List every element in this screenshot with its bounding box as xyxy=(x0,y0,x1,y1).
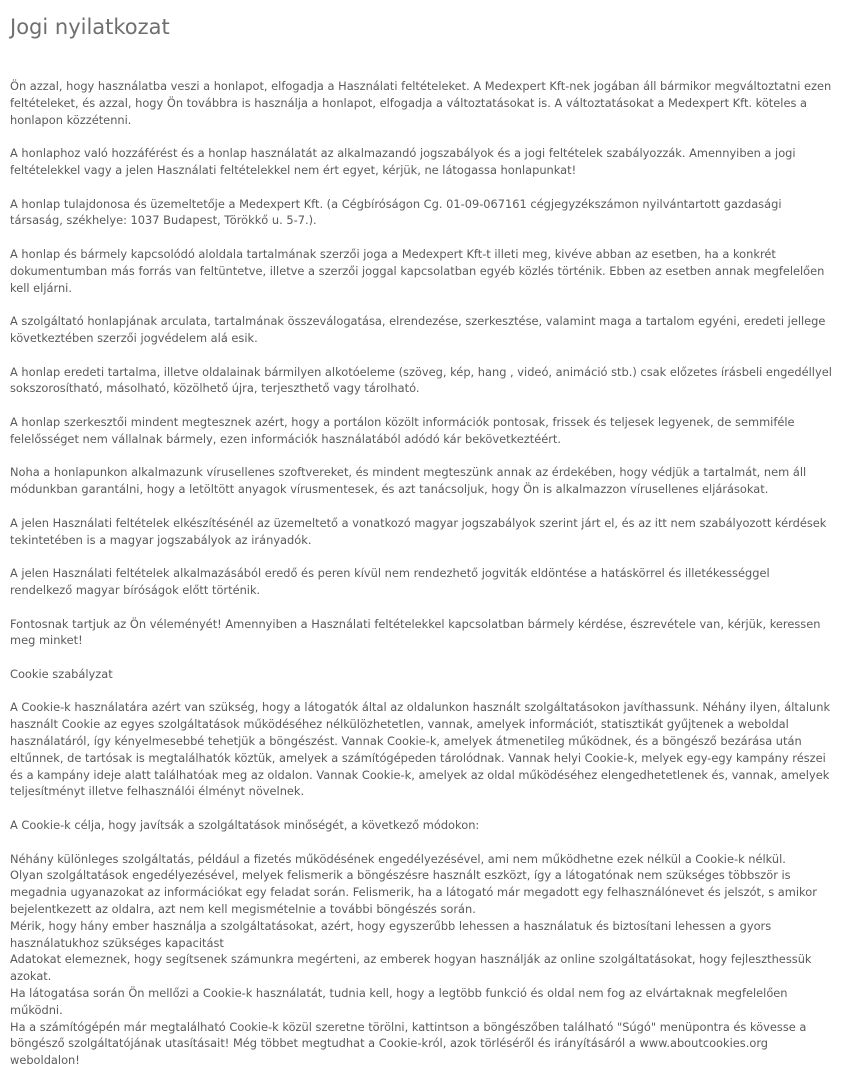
paragraph-copyright: A honlap és bármely kapcsolódó aloldala tartalmának szerzői joga a Medexpert Kft-t illeti meg, kivéve abban az esetben, ha a konkrét dokumentumban más forrás van feltüntetve, illetve a szerzői joggal kapcsolatban egyéb közlés történik. Ebben az esetben annak megfelelően kell eljárni. xyxy=(10,246,825,295)
cookie-purpose-list xyxy=(10,851,832,1069)
list-item: Olyan szolgáltatások engedélyezésével, melyek felismerik a böngészésre használt eszközt, így a látogatónak nem szükséges többször is megadnia ugyanazokat az információkat egy feladat során. Felismerik, ha a látogató már megadott egy felhasználónevet és jelszót, s amikor bejelentkezett az oldalra, azt nem kell megismételnie a további böngészés során. xyxy=(10,868,817,917)
paragraph-liability: A honlap szerkesztői mindent megtesznek azért, hogy a portálon közölt információk pontosak, frissek és teljesek legyenek, de semmiféle felelősséget nem vállalnak bármely, ezen információk használatából adódó kár bekövetkeztéért. xyxy=(10,414,795,446)
list-item: Néhány különleges szolgáltatás, például a fizetés működésének engedélyezésével, ami nem működhetne ezek nélkül a Cookie-k nélkül. xyxy=(10,851,786,866)
paragraph-access-rules: A honlaphoz való hozzáférést és a honlap használatát az alkalmazandó jogszabályok és a jogi feltételek szabályozzák. Amennyiben a jogi feltételekkel vagy a jelen Használati feltételekkel nem ért egyet, kérjük, ne látogassa honlapunkat! xyxy=(10,146,796,177)
paragraph-virus: Noha a honlapunkon alkalmazunk vírusellenes szoftvereket, és mindent megteszünk annak az érdekében, hogy védjük a tartalmát, nem áll módunkban garantálni, hogy a letöltött anyagok vírusmentesek, és azt tanácsoljuk, hogy Ön is alkalmazzon vírusellenes eljárásokat. xyxy=(10,465,807,497)
list-item: Ha a számítógépén már megtalálható Cookie-k közül szeretne törölni, kattintson a böngészőben található "Súgó" menüpontra és kövesse a böngésző szolgáltatójának utasításait! Még többet megtudhat a Cookie-król, azok törléséről és irányításáról a www.aboutcookies.org weboldalon! xyxy=(10,1019,807,1068)
paragraph-applicable-law: A jelen Használati feltételek elkészítésénél az üzemeltető a vonatkozó magyar jogszabályok szerint járt el, és az itt nem szabályozott kérdések tekintetében is a magyar jogszabályok az irányadók. xyxy=(10,515,827,547)
paragraph-terms-acceptance: Ön azzal, hogy használatba veszi a honlapot, elfogadja a Használati feltételeket. A Medexpert Kft-nek jogában áll bármikor megváltoztatni ezen feltételeket, és azzal, hogy Ön továbbra is használja a honlapot, elfogadja a változtatásokat is. A változtatásokat a Medexpert Kft. köteles a honlapon közzétenni. xyxy=(10,79,832,127)
cookie-intro: A Cookie-k használatára azért van szükség, hogy a látogatók által az oldalunkon használt szolgáltatásokon javíthassunk. Néhány ilyen, általunk használt Cookie az egyes szolgáltatások működéséhez nélkülözhetetlen, vannak, amelyek információt, statisztikát gyűjtenek a weboldal használatáról, így kényelmesebbé tehetjük a böngészést. Vannak Cookie-k, amelyek átmenetileg működnek, és a böngésző bezárása után eltűnnek, de tartósak is megtalálhatók köztük, amelyek a számítógépeden tárolódnak. Vannak helyi Cookie-k, melyek egy-egy kampány részei és a kampány ideje alatt találhatóak meg az oldalon. Vannak Cookie-k, amelyek az oldal működéséhez elengedhetetlenek és, vannak, amelyek teljesítményt illetve felhasználói élményt növelnek. xyxy=(10,700,831,799)
list-item: Ha látogatása során Ön mellőzi a Cookie-k használatát, tudnia kell, hogy a legtöbb funkció és oldal nem fog az elvártaknak megfelelően működni. xyxy=(10,986,788,1017)
list-item: Mérik, hogy hány ember használja a szolgáltatásokat, azért, hogy egyszerűbb lehessen a használatuk és biztosítani lehessen a gyors használatukhoz szükséges kapacitást xyxy=(10,918,772,950)
page-title: Jogi nyilatkozat xyxy=(10,15,170,39)
cookie-purpose: A Cookie-k célja, hogy javítsák a szolgáltatások minőségét, a következő módokon: xyxy=(10,818,480,833)
list-item: Adatokat elemeznek, hogy segítsenek számunkra megérteni, az emberek hogyan használják az online szolgáltatásokat, hogy fejleszthessük azokat. xyxy=(10,952,812,984)
legal-notice-page xyxy=(10,0,832,1069)
legal-content xyxy=(10,78,832,1069)
paragraph-design-protection: A szolgáltató honlapjának arculata, tartalmának összeválogatása, elrendezése, szerkesztése, valamint maga a tartalom egyéni, eredeti jellege következtében szerzői jogvédelem alá esik. xyxy=(10,314,826,345)
paragraph-owner: A honlap tulajdonosa és üzemeltetője a Medexpert Kft. (a Cégbíróságon Cg. 01-09-067161 cégjegyzékszámon nyilvántartott gazdasági társaság, székhelye: 1037 Budapest, Törökkő u. 5-7.). xyxy=(10,196,782,228)
paragraph-jurisdiction: A jelen Használati feltételek alkalmazásából eredő és peren kívül nem rendezhető jogviták eldöntése a hatáskörrel és illetékességgel rendelkező magyar bíróságok előtt történik. xyxy=(10,566,770,597)
cookie-heading: Cookie szabályzat xyxy=(10,666,113,681)
paragraph-feedback: Fontosnak tartjuk az Ön véleményét! Amennyiben a Használati feltételekkel kapcsolatban bármely kérdése, észrevétele van, kérjük, keressen meg minket! xyxy=(10,616,821,648)
paragraph-reproduction: A honlap eredeti tartalma, illetve oldalainak bármilyen alkotóeleme (szöveg, kép, hang , videó, animáció stb.) csak előzetes írásbeli engedéllyel sokszorosítható, másolható, közölhető újra, terjeszthető vagy tárolható. xyxy=(10,364,832,396)
